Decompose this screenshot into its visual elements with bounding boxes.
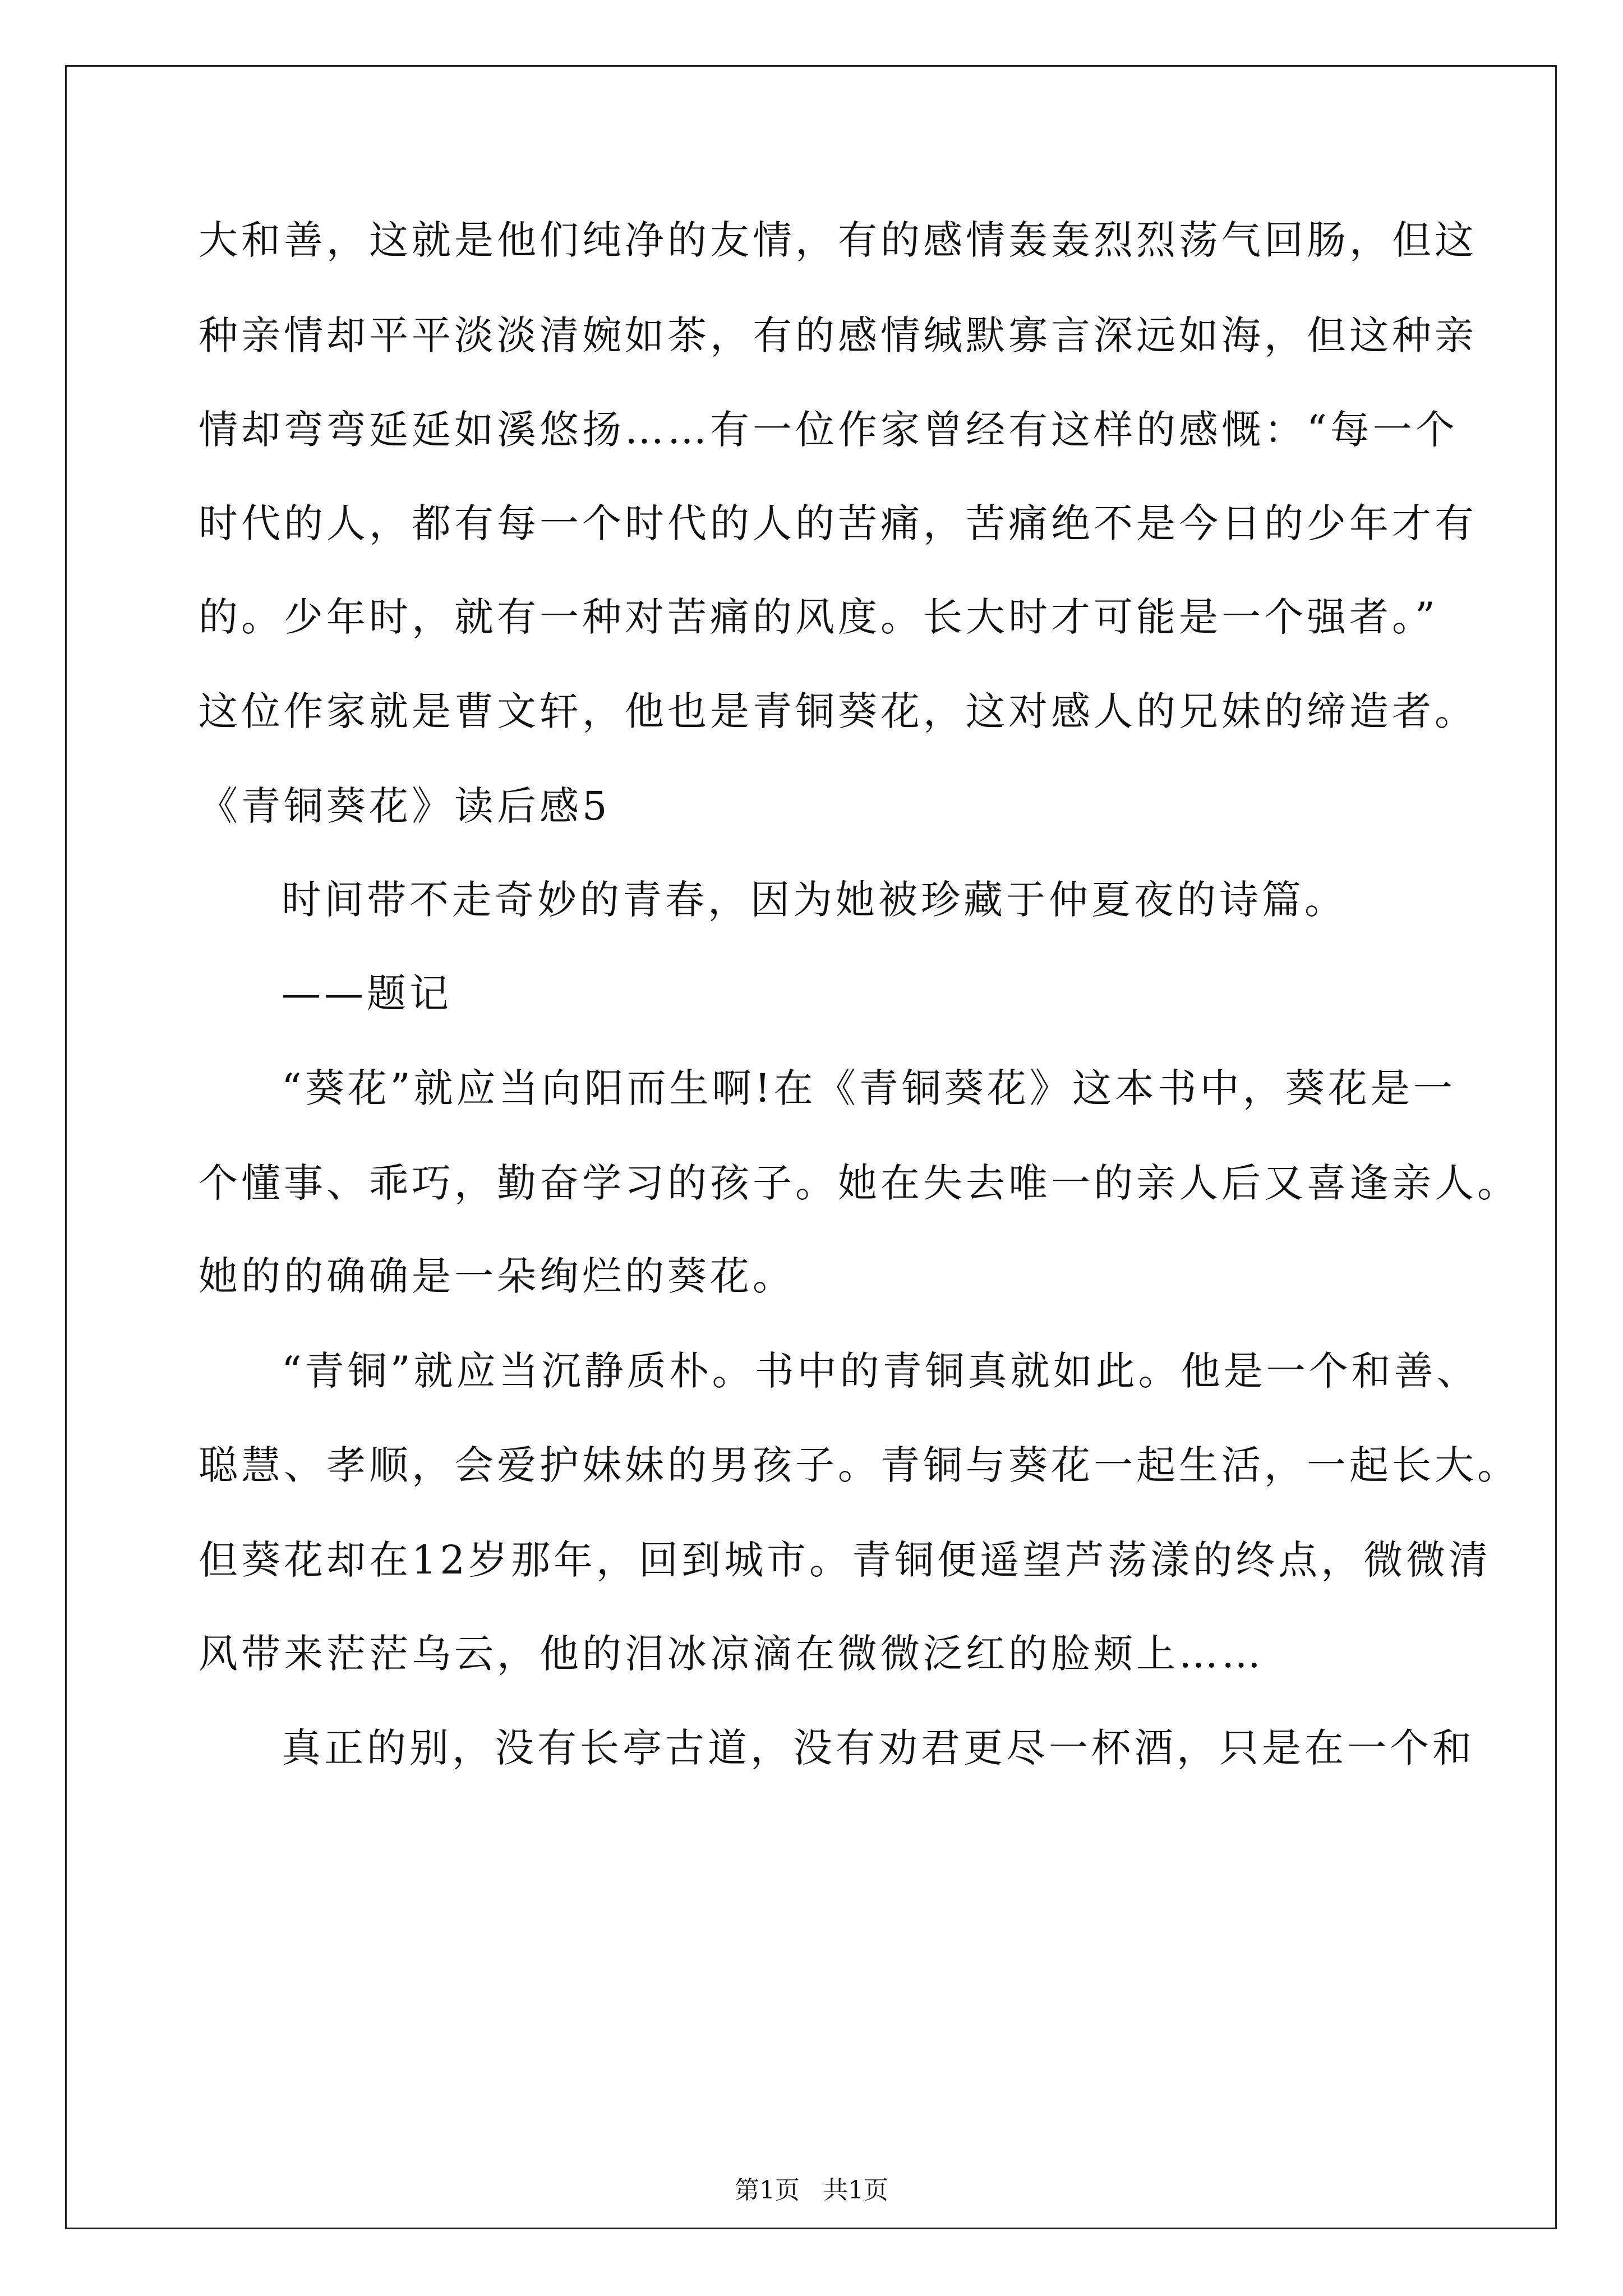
page-footer: 第1页 共1页 (735, 2176, 888, 2205)
body-line: “葵花”就应当向阳而生啊!在《青铜葵花》这本书中，葵花是一 (282, 1065, 1456, 1111)
body-line: 真正的别，没有长亭古道，没有劝君更尽一杯酒，只是在一个和 (282, 1725, 1475, 1771)
body-line: 情却弯弯延延如溪悠扬……有一位作家曾经有这样的感慨：“每一个 (199, 407, 1458, 453)
body-line: 风带来茫茫乌云，他的泪冰凉滴在微微泛红的脸颊上…… (199, 1631, 1264, 1677)
epigraph-line: 时间带不走奇妙的青春，因为她被珍藏于仲夏夜的诗篇。 (282, 877, 1347, 923)
body-line: 她的的确确是一朵绚烂的葵花。 (199, 1253, 795, 1299)
body-line: 聪慧、孝顺，会爱护妹妹的男孩子。青铜与葵花一起生活，一起长大。 (199, 1442, 1520, 1488)
body-line: “青铜”就应当沉静质朴。书中的青铜真就如此。他是一个和善、 (282, 1348, 1479, 1394)
body-line: 这位作家就是曹文轩，他也是青铜葵花，这对感人的兄妹的缔造者。 (199, 688, 1477, 734)
body-line: 但葵花却在12岁那年，回到城市。青铜便遥望芦荡漾的终点，微微清 (199, 1537, 1492, 1583)
body-line: 个懂事、乖巧，勤奋学习的孩子。她在失去唯一的亲人后又喜逢亲人。 (199, 1160, 1520, 1206)
body-line: 的。少年时，就有一种对苦痛的风度。长大时才可能是一个强者。” (199, 594, 1438, 640)
page-border (65, 65, 1557, 2229)
body-line: 种亲情却平平淡淡清婉如茶，有的感情缄默寡言深远如海，但这种亲 (199, 312, 1477, 358)
section-heading: 《青铜葵花》读后感5 (199, 783, 611, 829)
body-line: 时代的人，都有每一个时代的人的苦痛，苦痛绝不是今日的少年才有 (199, 500, 1477, 546)
epigraph-attribution: ——题记 (282, 970, 452, 1016)
body-line: 大和善，这就是他们纯净的友情，有的感情轰轰烈烈荡气回肠，但这 (199, 217, 1477, 263)
